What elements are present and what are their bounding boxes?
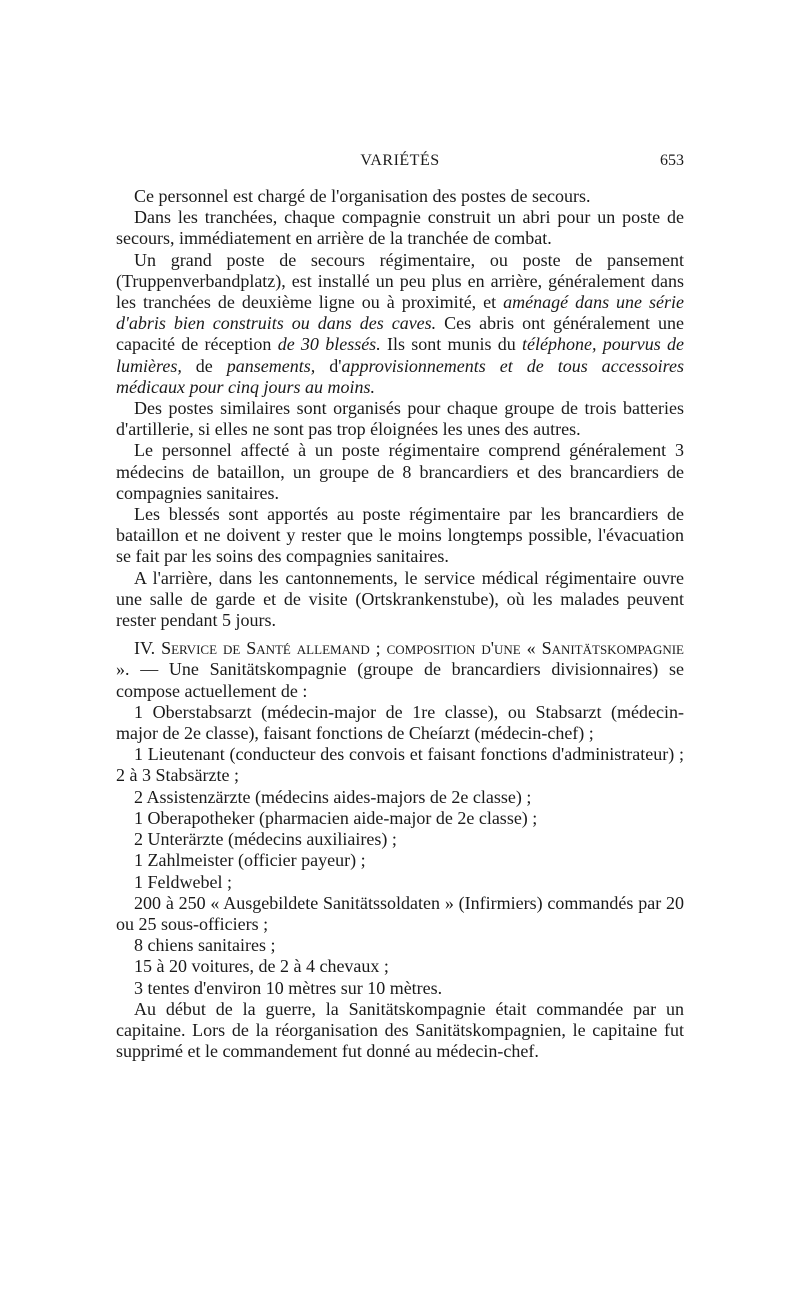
list-item: 8 chiens sanitaires ;	[134, 935, 276, 956]
paragraph: Les blessés sont apportés au poste régimentaire par les brancardiers de bataillon et ne doivent y rester que le moins longtemps possible, l'évacuation se fait par les soins des compagnies sanitaires.	[116, 504, 684, 567]
list-item: 3 tentes d'environ 10 mètres sur 10 mètres.	[134, 977, 443, 998]
running-title: VARIÉTÉS	[360, 152, 440, 169]
list-item: 1 Oberstabsarzt (médecin-major de 1re classe), ou Stabsarzt (médecin-major de 2e classe), faisant fonctions de Cheíarzt (médecin-chef) ;	[116, 701, 684, 744]
list-item: 1 Zahlmeister (officier payeur) ;	[134, 850, 366, 871]
text-run: d'	[315, 355, 342, 376]
page-header	[116, 152, 684, 176]
section-paragraph	[116, 638, 684, 702]
text-run: Ces abris ont généralement une capacité de réception	[116, 313, 684, 355]
list-item: 2 Unterärzte (médecins auxiliaires) ;	[134, 829, 397, 850]
italic-run: aménagé dans une série d'abris bien construits ou dans des caves.	[116, 292, 685, 334]
italic-run: pansements,	[226, 355, 316, 376]
paragraph: Des postes similaires sont organisés pour chaque groupe de trois batteries d'artillerie, si elles ne sont pas trop éloignées les unes des autres.	[116, 398, 684, 440]
italic-run: de 30 blessés.	[277, 334, 381, 355]
text-run: — Une Sanitätskompagnie (groupe de brancardiers divisionnaires) se compose actuellement de :	[116, 659, 684, 701]
list-item: 1 Feldwebel ;	[134, 871, 232, 892]
text-run: Ils sont munis du	[380, 334, 523, 355]
list-item: 2 Assistenzärzte (médecins aides-majors de 2e classe) ;	[134, 786, 532, 807]
italic-run: approvisionnements et de tous accessoires médicaux pour cinq jours au moins.	[116, 355, 684, 397]
paragraph: Au début de la guerre, la Sanitätskompagnie était commandée par un capitaine. Lors de la réorganisation des Sanitätskompagnien, le capitaine fut supprimé et le commandement fut donné au médecin-chef.	[116, 998, 684, 1062]
body-text	[116, 186, 684, 1062]
list-item: 200 à 250 « Ausgebildete Sanitätssoldaten » (Infirmiers) commandés par 20 ou 25 sous-officiers ;	[116, 892, 684, 934]
paragraph: Le personnel affecté à un poste régimentaire comprend généralement 3 médecins de bataillon, un groupe de 8 brancardiers et des brancardiers de compagnies sanitaires.	[116, 440, 684, 503]
paragraph: Dans les tranchées, chaque compagnie construit un abri pour un poste de secours, immédiatement en arrière de la tranchée de combat.	[116, 207, 684, 249]
list-item: 1 Oberapotheker (pharmacien aide-major de 2e classe) ;	[134, 807, 538, 828]
page-number: 653	[660, 152, 684, 169]
paragraph	[116, 250, 684, 398]
paragraph: A l'arrière, dans les cantonnements, le service médical régimentaire ouvre une salle de garde et de visite (Ortskrankenstube), où les malades peuvent rester pendant 5 jours.	[116, 567, 684, 631]
italic-run: téléphone, pourvus de lumières,	[116, 334, 685, 376]
section-heading: IV. Service de Santé allemand ; composition d'une « Sanitätskompagnie ».	[116, 638, 684, 680]
paragraph: Ce personnel est chargé de l'organisation des postes de secours.	[134, 186, 591, 206]
text-run: Un grand poste de secours régimentaire, ou poste de pansement (Truppenverbandplatz), est installé un peu plus en arrière, généralement dans les tranchées de deuxième ligne ou à proximité, et	[116, 249, 684, 313]
text-run: de	[181, 355, 227, 376]
list-item: 15 à 20 voitures, de 2 à 4 chevaux ;	[134, 956, 389, 977]
list-item: 1 Lieutenant (conducteur des convois et faisant fonctions d'administrateur) ; 2 à 3 Stabsärzte ;	[116, 744, 684, 786]
